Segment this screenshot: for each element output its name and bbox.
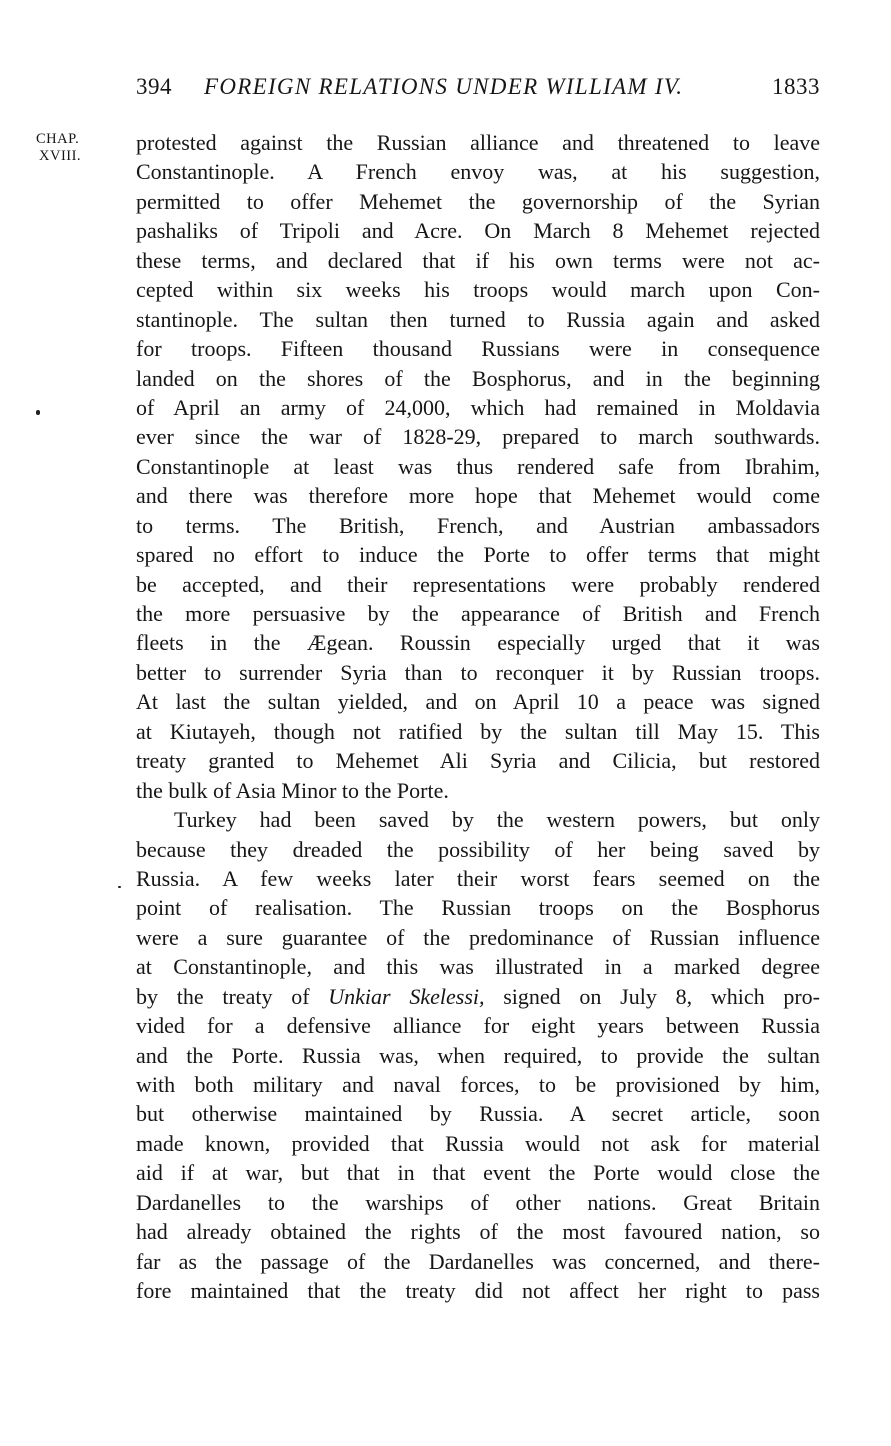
text-line: because they dreaded the possibility of her being saved by [136, 836, 820, 862]
chapter-marginal-label [36, 131, 81, 165]
text-line: had already obtained the rights of the most favoured nation, so [136, 1219, 820, 1245]
header-year: 1833 [772, 74, 820, 99]
text-line: the more persuasive by the appearance of British and French [136, 601, 820, 626]
text-line: aid if at war, but that in that event the Porte would close the [136, 1160, 820, 1186]
text-line: at Kiutayeh, though not ratified by the sultan till May 15. This [136, 718, 820, 744]
text-line: made known, provided that Russia would not ask for material [136, 1130, 820, 1156]
margin-dot-mark [36, 410, 40, 415]
paragraph-1 [136, 128, 820, 805]
margin-dash-mark [118, 886, 121, 888]
text-line: pashaliks of Tripoli and Acre. On March 8 Mehemet rejected [136, 218, 820, 244]
chapter-label-line-1: CHAP. [36, 131, 80, 147]
text-line: landed on the shores of the Bosphorus, and in the beginning [136, 365, 820, 391]
text-line: permitted to offer Mehemet the governorship of the Syrian [136, 188, 820, 214]
page-number: 394 [136, 74, 172, 99]
text-line: spared no effort to induce the Porte to offer terms that might [136, 542, 820, 568]
text-line: protested against the Russian alliance and threatened to leave [136, 130, 820, 155]
text-line: with both military and naval forces, to be provisioned by him, [136, 1072, 820, 1097]
text-line: At last the sultan yielded, and on April 10 a peace was signed [136, 689, 820, 715]
text-line: Dardanelles to the warships of other nations. Great Britain [136, 1189, 820, 1215]
text-line: to terms. The British, French, and Austrian ambassadors [136, 512, 820, 538]
running-header [136, 74, 820, 108]
running-title: FOREIGN RELATIONS UNDER WILLIAM IV. [204, 74, 684, 99]
text-line: at Constantinople, and this was illustrated in a marked degree [136, 954, 820, 980]
chapter-label-line-2: XVIII. [39, 148, 82, 164]
text-line: fore maintained that the treaty did not affect her right to pass [136, 1278, 820, 1304]
text-line: were a sure guarantee of the predominance of Russian influence [136, 924, 820, 950]
body-text [136, 128, 820, 1306]
text-line: ever since the war of 1828-29, prepared to march southwards. [136, 424, 820, 450]
text-line: far as the passage of the Dardanelles was concerned, and there- [136, 1248, 820, 1274]
paragraph-2 [136, 805, 820, 1305]
text-line: point of realisation. The Russian troops on the Bosphorus [136, 895, 820, 921]
treaty-line-prefix: by the treaty of [136, 983, 329, 1009]
text-line: the bulk of Asia Minor to the Porte. [136, 777, 449, 803]
text-line: stantinople. The sultan then turned to Russia again and asked [136, 306, 820, 332]
text-line: of April an army of 24,000, which had remained in Moldavia [136, 394, 820, 420]
text-line: and the Porte. Russia was, when required, to provide the sultan [136, 1042, 820, 1068]
text-line: Constantinople. A French envoy was, at his suggestion, [136, 159, 820, 185]
text-line: fleets in the Ægean. Roussin especially urged that it was [136, 630, 820, 656]
text-line: treaty granted to Mehemet Ali Syria and Cilicia, but restored [136, 748, 820, 774]
text-line: Russia. A few weeks later their worst fears seemed on the [136, 865, 820, 891]
text-line: these terms, and declared that if his own terms were not ac- [136, 247, 820, 273]
text-line: vided for a defensive alliance for eight years between Russia [136, 1013, 820, 1039]
text-line: Turkey had been saved by the western powers, but only [174, 807, 820, 833]
text-line: and there was therefore more hope that Mehemet would come [136, 483, 820, 509]
text-line: for troops. Fifteen thousand Russians were in consequence [136, 336, 820, 362]
text-line: better to surrender Syria than to reconquer it by Russian troops. [136, 659, 820, 685]
text-line: cepted within six weeks his troops would march upon Con- [136, 277, 820, 303]
text-line-treaty [136, 982, 820, 1011]
text-line: but otherwise maintained by Russia. A secret article, soon [136, 1101, 820, 1127]
text-line: be accepted, and their representations were probably rendered [136, 571, 820, 597]
treaty-line-suffix: signed on July 8, which pro- [484, 983, 821, 1009]
text-line: Constantinople at least was thus rendered safe from Ibrahim, [136, 453, 820, 479]
treaty-name: Unkiar Skelessi, [328, 983, 485, 1009]
